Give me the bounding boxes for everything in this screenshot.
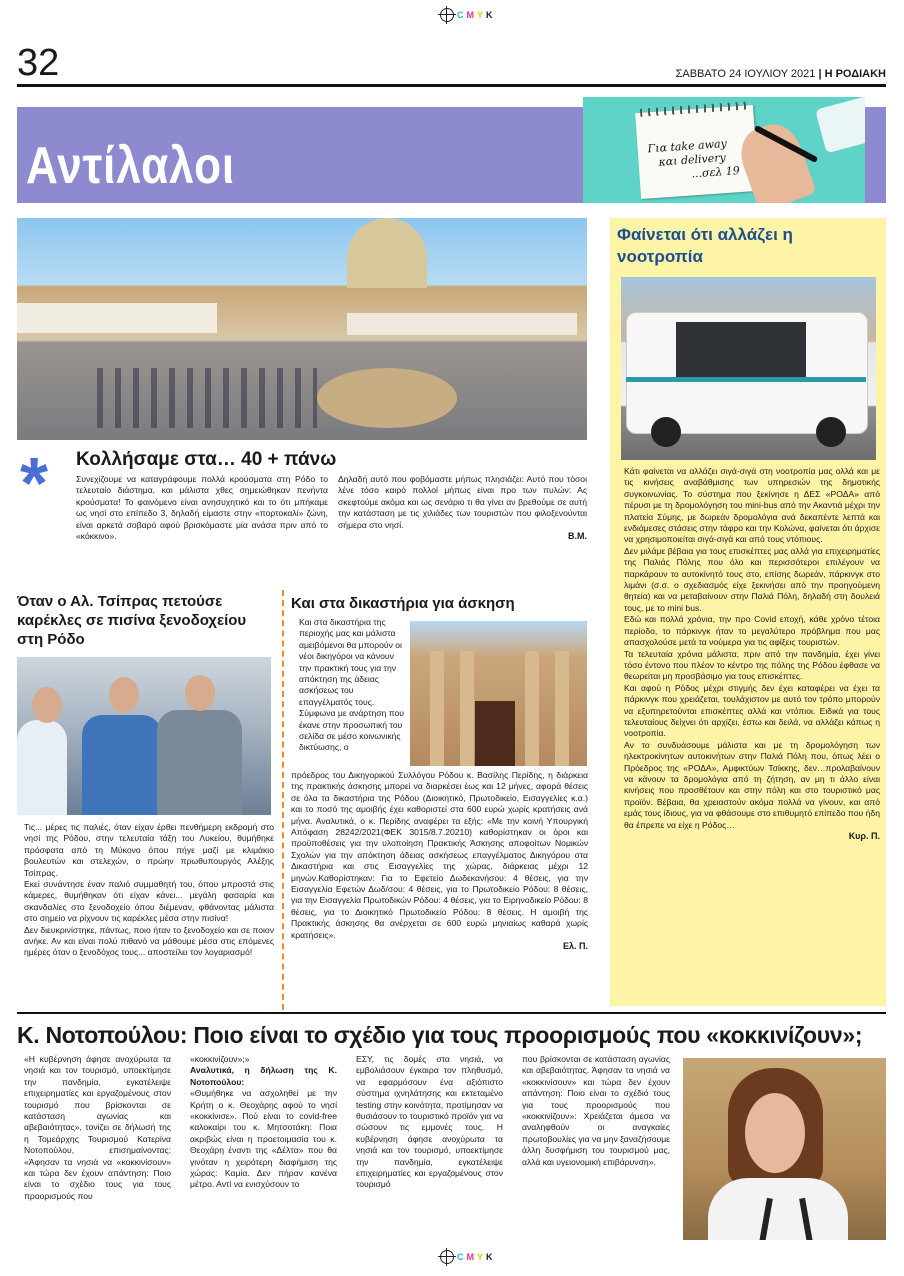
face-1 [32, 687, 62, 723]
article1-signature: Β.Μ. [568, 531, 587, 542]
article4-signature: Κυρ. Π. [848, 831, 880, 841]
reg-k: K [486, 10, 493, 20]
photo-notopoulou [683, 1058, 886, 1240]
article3-body [291, 770, 588, 951]
article4-p3: Εδώ και πολλά χρόνια, την προ Covid εποχή, κάθε χρόνο τέτοια περίοδο, το πάρκινγκ ήταν το μεγαλύτερο πρόβλημα που μας απασχολούσε μετά τα νούμερα για τις αφίξεις τουριστών. [624, 614, 880, 648]
phone-icon [815, 97, 865, 153]
photo-old-town-square [17, 218, 587, 440]
person-2 [82, 715, 162, 815]
article5-text-col2b: «Θυμήθηκε να ασχοληθεί με την Κρήτη ο κ. Θεοχάρης αφού το νησί «κοκκίνισε». Πού είναι το covid-free καλοκαίρι του κ. Μητσοτάκη: Ποια ακριβώς είναι η προετοιμασία του κ. Θεοχάρη έναντι της «Δέλτα» που θα γινόταν η χειρότερη διαφήμιση της χώρας: Καμία. Δεν πήραν κανένα μέτρο. Αντί να ενισχύσουν το [190, 1088, 337, 1190]
article5-col1 [24, 1054, 171, 1202]
person-1 [17, 720, 67, 815]
reg-y: Y [477, 10, 484, 20]
article5-subhead: Αναλυτικά, η δήλωση της Κ. Νοτοπούλου: [190, 1065, 337, 1087]
promo-box[interactable] [583, 97, 865, 203]
reg-m-bottom: M [466, 1252, 474, 1262]
tourists-crowd [97, 368, 317, 428]
article4-title: Φαίνεται ότι αλλάζει η νοοτροπία [617, 225, 793, 266]
promo-line-1: Για take away [647, 136, 728, 156]
article3-intro-text: Και στα δικαστήρια της περιοχής μας και μάλιστα αμειβόμενοι θα μπορούν οι νέοι δικηγόροι να κάνουν την πρακτική τους για την απόκτηση της άδειας ασκήσεως του επαγγέλματός τους. Σύμφωνα με ανάρτηση που έκανε στην προσωπική του σελίδα σε μέσο κοινωνικής δικτύωσης, ο [299, 617, 405, 753]
reg-c: C [457, 10, 464, 20]
article2-title: Όταν ο Αλ. Τσίπρας πετούσε καρέκλες σε πισίνα ξενοδοχείου στη Ρόδο [17, 593, 247, 648]
article5-text-col2a: «κοκκινίζουν»;» [190, 1054, 250, 1064]
article2-p1: Τις... μέρες τις παλιές, όταν είχαν έρθει πενθήμερη εκδρομή στο νησί της Ρόδου, στην τελευταία τάξη του Λυκείου, θυμήθηκε πρόσφατα από τη Μύκονο όπου πήγε μαζί με κλιμάκιο βουλευτών και στελεχών, ο πρώην πρωθυπουργός Αλέξης Τσίπρας. [24, 822, 274, 878]
article3-signature: Ελ. Π. [562, 941, 588, 952]
article4-p4: Τα τελευταία χρόνια μάλιστα, πριν από την πανδημία, έχει γίνει τόσο έντονο που πλέον το κέντρο της πόλης της Ρόδου έφθασε να θεωρείται μη προσβάσιμο για τους επισκέπτες. [624, 648, 880, 682]
notepad-rings [640, 101, 750, 117]
article5-col4 [522, 1054, 670, 1168]
article4-p1: Κάτι φαίνεται να αλλάζει σιγά-σιγά στη νοοτροπία μας ολλά και με τις κινήσεις αναβάθμισης των υπηρεσιών της δημοτικής συγκοινωνίας. Το σύστημα που ξεκίνησε η ΔΕΣ «ΡΟΔΑ» από πέρυσι με τη δρομολόγηση του mini-bus από την Ακαντιά μέχρι την πλατεία Σύμης, με δωρεάν δρομολόγια ανά δεκαπέντε λεπτά και ενδιάμεσες στάσεις στην τάφρο και την Κολώνα, φαίνεται ότι άρχισε να χρησιμοποιείται σιγά-σιγά και από τους ντόπιους. [624, 466, 880, 545]
cafe-awnings [347, 313, 577, 335]
promo-text [647, 136, 740, 184]
article5-col2 [190, 1054, 337, 1191]
mosque-dome [347, 218, 427, 288]
promo-line-3: ...σελ 19 [691, 164, 741, 181]
courthouse-column-4 [555, 651, 569, 766]
dateline-separator: | [818, 68, 822, 80]
cafe-awnings-left [17, 303, 217, 333]
reg-k-bottom: K [486, 1252, 493, 1262]
article2-p3: Δεν διευκρινίστηκε, πάντως, ποιο ήταν το ξενοδοχείο και σε ποιον ανήκε. Αν και είναι πολύ πιθανό να μάθουμε μέσα στις επόμενες ημέρες όταν ο ξενοδόχος τους... αποστείλει τον λογαριασμό! [24, 924, 274, 958]
article1-col1 [76, 474, 328, 542]
photo-courthouse [410, 621, 587, 766]
portrait-shirt [708, 1178, 848, 1240]
section-title: Αντίλαλοι [26, 137, 236, 195]
article2-p2: Εκεί συνάντησε έναν παλιό συμμαθητή του, όπου μπροστά στις κάμερες, θυμήθηκαν ότι είχαν κάνει... μεγάλη φασαρία και σκανδαλίες στο ξενοδοχείο όπου διέμεναν, φθάνοντας μάλιστα στο σημείο να ρίχνουν τις καρέκλες μέσα στην πισίνα! [24, 879, 274, 924]
article4-p6: Αν το συνδυάσουμε μάλιστα και με τη δρομολόγηση των ηλεκτροκίνητων αυτοκινήτων στην Παλιά Πόλη που, όπως λέει ο Πρόεδρος της «ΡΟΔΑ», Αμφικτύων Τσίκκης, δεν…προλαβαίνουν να κάνουν τα δρομολόγια από τη ζήτηση, αν μη τι άλλο είναι κινήσεις που προσθέτουν και στην πόλη και στο τουριστικό μας προϊόν. Βέβαια, θα χρειαστούν ακόμα πολλά να γίνουν, και από εμάς τους ίδιους, για να φθάσουμε στο επιθυμητό επίπεδο που ήδη θα έπρεπε να είχε η Ρόδος… [624, 739, 880, 830]
face-2 [109, 677, 139, 713]
article3-title: Και στα δικαστήρια για άσκηση [291, 595, 515, 612]
bus-wheel-front [651, 417, 681, 447]
crosshair-icon [440, 1250, 454, 1264]
article1-text-col1: Συνεχίζουμε να καταγράφουμε πολλά κρούσματα στη Ρόδο το τελευταίο διάστημα, και μάλιστα χθες σημειώθηκαν πενήντα κρούσματα! Το φαινόμενο είναι ανησυχητικό και το ότι μπήκαμε ως νησί στο επίπεδο 3, δηλαδή είμαστε στην «πορτοκαλί» ζώνη, είναι αρκετά σοβαρό αφού βρισκόμαστε μία ανάσα πριν από το «κόκκινο». [76, 474, 328, 542]
bus-open-door [676, 322, 806, 382]
article3-intro [299, 617, 404, 754]
dateline [676, 68, 886, 80]
registration-mark-bottom [440, 1248, 500, 1266]
article5-text-col1: «Η κυβέρνηση άφησε ανοχύρωτα τα νησιά και τον τουρισμό, υποεκτίμησε την πανδημία, εγκατέλειψε επιχειρηματίες και εργαζομένους στον τουρισμό που βρίσκονται σε κατάσταση αγωνίας και αβεβαιότητας», τονίζει σε δήλωσή της η Τομεάρχης Τουρισμού Κατερίνα Νοτοπούλου, επισημαίνοντας: «Άφησαν τα νησιά να «κοκκινίσουν» και τώρα δεν έχουν απάντηση: Ποιο είναι το σχέδιο τους για τους προορισμούς που [24, 1054, 171, 1201]
article4-body [624, 466, 880, 841]
courthouse-column-2 [460, 651, 474, 766]
issue-date: ΣΑΒΒΑΤΟ 24 ΙΟΥΛΙΟΥ 2021 [675, 68, 816, 80]
column-divider-dashed [282, 590, 284, 1010]
article5-col3 [356, 1054, 503, 1191]
article2-body [24, 822, 274, 959]
photo-mini-bus [621, 277, 876, 460]
article4-p5: Και αφού η Ρόδος μέχρι στιγμής δεν έχει καταφέρει να έχει τα πάρκινγκ που χρειάζεται, τουλάχιστον με αυτό τον τρόπο μπορούν να εξυπηρετούνται επισκέπτες αλλά και ντόπιοι. Ειδικά για τους τελευταίους δείχνει ότι αρχίζει, έστω και δειλά, να αλλάζει κάπως η νοοτροπία. [624, 682, 880, 739]
section-rule [17, 1012, 886, 1014]
header-rule [17, 84, 886, 87]
registration-mark-top [440, 6, 500, 24]
reg-m: M [466, 10, 474, 20]
courthouse-column-3 [525, 651, 539, 766]
article1-col2 [338, 474, 587, 541]
article5-title: Κ. Νοτοπούλου: Ποιο είναι το σχέδιο για τους προορισμούς που «κοκκινίζουν»; [17, 1022, 863, 1048]
courthouse-column-1 [430, 651, 444, 766]
reg-y-bottom: Y [477, 1252, 484, 1262]
article1-text-col2: Δηλαδή αυτό που φοβόμαστε μήπως πλησιάζει: Αυτό που τόσοι λένε τόσο καιρό πολλοί μήπως είναι προ των πυλών: Ας σκεφτούμε ακόμα και ως σενάριο τι θα γίνει αν βρεθούμε σε αυτή την κατάσταση με τις χιλιάδες των τουριστών που φιλοξενούνται σήμερα στο νησί. [338, 474, 587, 530]
article1-title: Κολλήσαμε στα… 40 + πάνω [76, 449, 337, 470]
face-3 [185, 675, 215, 711]
bus-stripe [626, 377, 866, 382]
bus-wheel-rear [816, 417, 846, 447]
reg-c-bottom: C [457, 1252, 464, 1262]
article5-text-col3: ΕΣΥ, τις δομές στα νησιά, να εμβολιάσουν έγκαιρα τον πληθυσμό, να εφαρμόσουν ένα αξιόπιστο σύστημα ιχνηλάτησης και εκτεταμένο testing στην κοινότητα, προτίμησαν να θυσιάσουν το τουριστικό προϊόν για να σώσουν τις εμμονές τους. Η κυβέρνηση άφησε ανοχύρωτα τα νησιά και τον τουρισμό, υποεκτίμησε την πανδημία, εγκατέλειψε επιχειρηματίες και εργαζομένους στον τουρισμό [356, 1054, 503, 1190]
portrait-face [745, 1093, 805, 1173]
article4-p2: Δεν μιλάμε βέβαια για τους επισκέπτες μας αλλά για επιχειρηματίες της Παλιάς Πόλης που όλο και περισσότεροι επιλέγουν να παρκάρουν το αυτοκίνητό τους στο, επίσης δωρεάν, πάρκινγκ στο λιμάνι (σ.σ. ο σχεδιασμός είχε ξεκινήσει από την προηγούμενη θητεία) και να μεταβαίνουν στην Παλιά Πόλη, δηλαδή στη δουλειά τους, με το mini bus. [624, 545, 880, 613]
promo-line-2: και delivery [658, 151, 727, 169]
article5-text-col4: που βρίσκονται σε κατάσταση αγωνίας και αβεβαιότητας. Άφησαν τα νησιά να «κοκκινίσουν» και τώρα δεν έχουν απάντηση: Ποιο είναι το σχέδιό τους για τους προορισμούς που «κοκκινίζουν»: Χρειάζεται άμεσα να αναληφθούν οι αναγκαίες πρωτοβουλίες για να μην ξαναζήσουμε άλλη δυσφήμιση του τουρισμού μας, αλλά και υγειονομική επιβάρυνση». [522, 1054, 670, 1167]
courthouse-door [475, 701, 515, 766]
crosshair-icon [440, 8, 454, 22]
page-number: 32 [17, 42, 60, 84]
article3-body-text: πρόεδρος του Δικηγορικού Συλλόγου Ρόδου κ. Βασίλης Περίδης, η διάρκεια της πρακτικής άσκησης μπορεί να διαρκέσει έως και 12 μήνες, αφορά θέσεις σε όλα τα δικαστήρια της Ρόδου (Διοικητικό, Πρωτοδικείο, Εισαγγελίες κ.α.) και το ποσό της αμοιβής έχει καθοριστεί στα 600 ευρώ χωρίς κρατήσεις ανά μήνα. Αναλυτικά, ο κ. Περίδης αναφέρει τα εξής: «Με την κοινή Υπουργική Απόφαση 28242/2021(ΦΕΚ 3015/8.7.20210) καθορίστηκαν οι όροι και προϋποθέσεις για την υλοποίηση Πρακτικής Άσκησης αποφοίτων Νομικών Σχολών για την απόκτηση άδειας ασκήσεως επαγγέλματος Δικηγόρου στα Δικαστήρια και στις Εισαγγελίες της χώρας, διάρκειας μέχρι 12 μηνών.Καθορίστηκαν: Για το Εφετείο Δωδεκανήσου: 4 θέσεις, για την Εισαγγελία Εφετών Δωδ/σου: 4 θέσεις, για το Πρωτοδικείο Ρόδου: 8 θέσεις, για την Εισαγγελία Πρωτοδικών Ρόδου: 4 θέσεις, για το Ειρηνοδικείο Ρόδου: 8 θέσεις, για το Διοικητικό Πρωτοδικείο Ρόδου: 8 θέσεις. Η αμοιβή της Πρακτικής άσκησης θα ανέρχεται σε 600 ευρώ μηνιαίως καθαρά χωρίς κρατήσεις». [291, 770, 588, 940]
photo-tsipras-mykonos [17, 657, 271, 815]
fountain [317, 368, 457, 428]
asterisk-icon: * [20, 444, 49, 524]
person-3 [157, 710, 242, 815]
paper-name: Η ΡΟΔΙΑΚΗ [824, 68, 886, 80]
